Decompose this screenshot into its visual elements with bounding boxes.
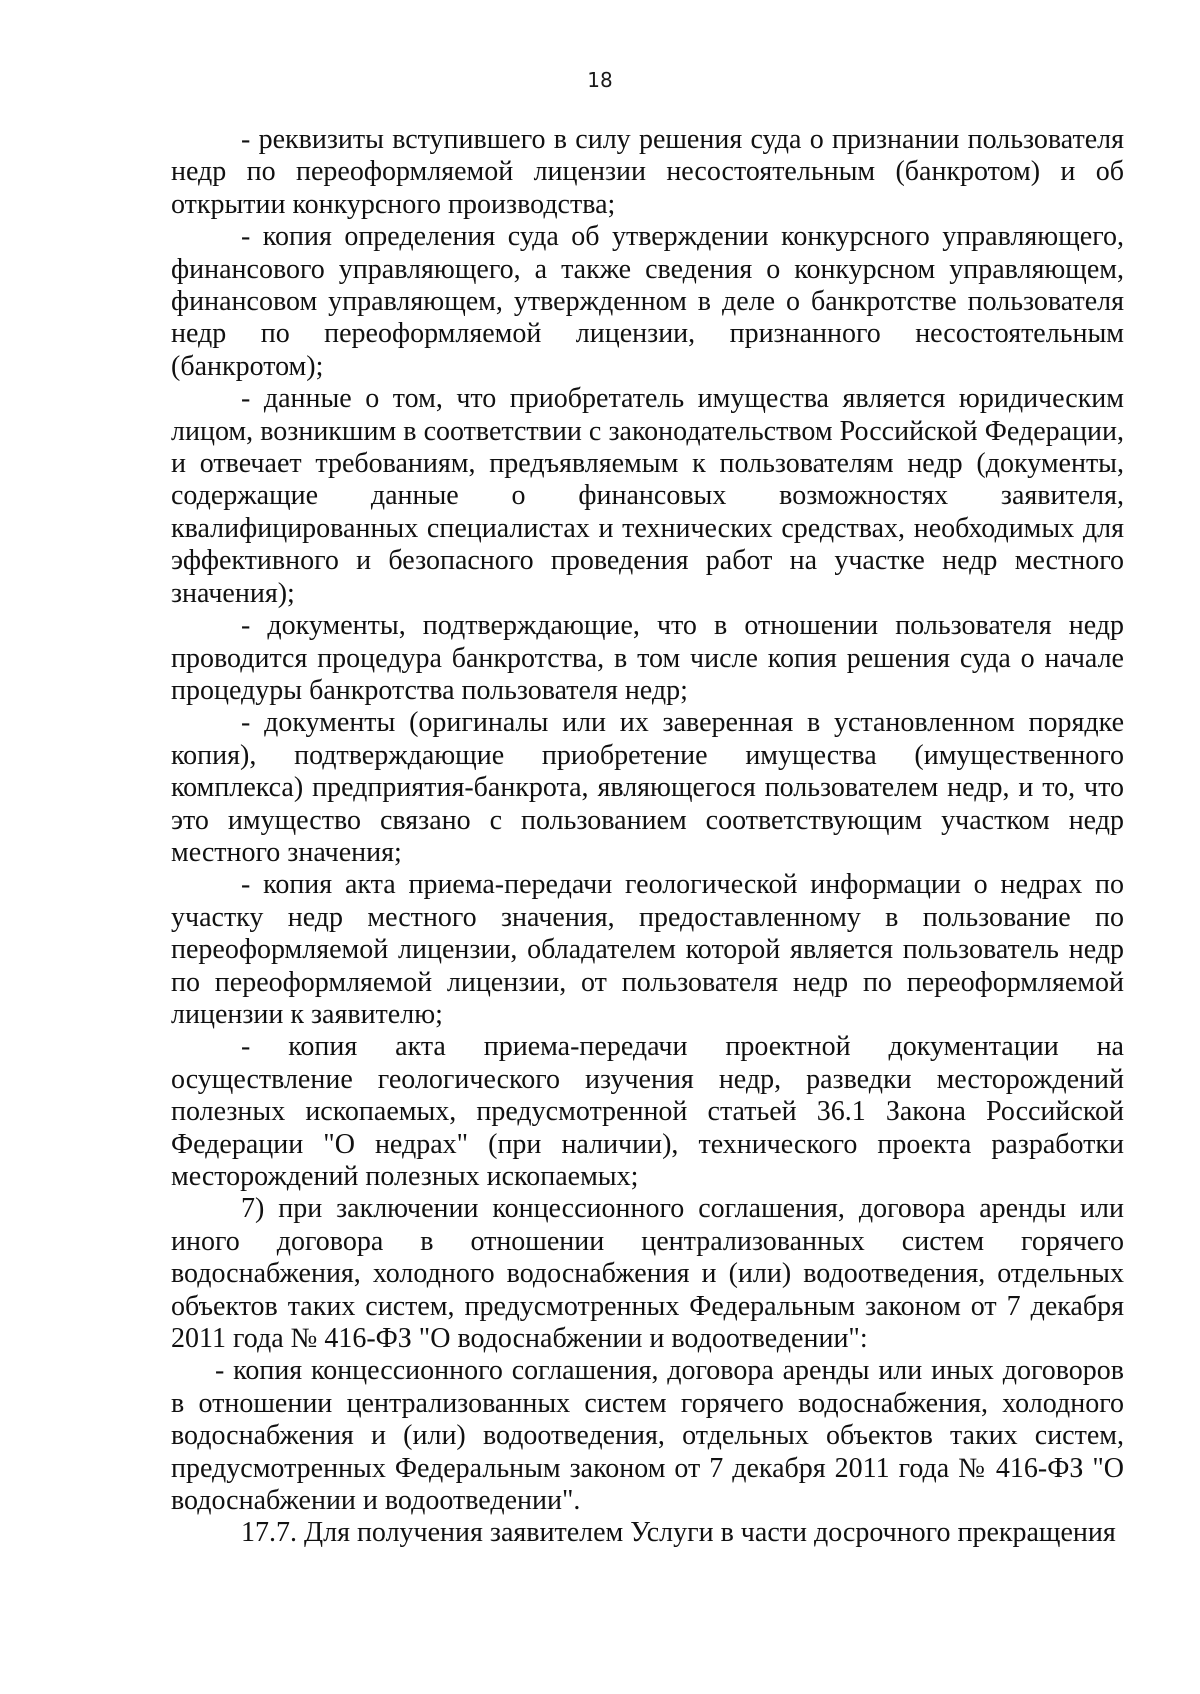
paragraph-geological-info-act: - копия акта приема-передачи геологической информации о недрах по участку недр местного значения, предоставленному в пользование по переоформляемой лицензии, обладателем которой является пользователь недр по переоформляемой лицензии, от пользователя недр по переоформляемой лицензии к заявителю; [171,869,1124,1030]
paragraph-concession-copy: - копия концессионного соглашения, договора аренды или иных договоров в отношении централизованных систем горячего водоснабжения, холодного водоснабжения и (или) водоотведения, отдельных объектов таких систем, предусмотренных Федеральным законом от 7 декабря 2011 года № 416-ФЗ "О водоснабжении и водоотведении". [171,1355,1124,1517]
paragraph-17-7: 17.7. Для получения заявителем Услуги в части досрочного прекращения [241,1517,1116,1549]
paragraph-project-documentation-act: - копия акта приема-передачи проектной документации на осуществление геологического изучения недр, разведки месторождений полезных ископаемых, предусмотренной статьей 36.1 Закона Российской Федерации "О недрах" (при наличии), технического проекта разработки месторождений полезных ископаемых; [171,1031,1124,1192]
paragraph-court-ruling-copy: - копия определения суда об утверждении конкурсного управляющего, финансового управляющего, а также сведения о конкурсном управляющем, финансовом управляющем, утвержденном в деле о банкротстве пользователя недр по переоформляемой лицензии, признанного несостоятельным (банкротом); [171,221,1124,382]
paragraph-bank-requisites: - реквизиты вступившего в силу решения суда о признании пользователя недр по переоформляемой лицензии несостоятельным (банкротом) и об открытии конкурсного производства; [171,124,1124,220]
page-number: 18 [587,68,613,92]
paragraph-item-7-concession: 7) при заключении концессионного соглашения, договора аренды или иного договора в отношении централизованных систем горячего водоснабжения, холодного водоснабжения и (или) водоотведения, отдельных объектов таких систем, предусмотренных Федеральным законом от 7 декабря 2011 года № 416-ФЗ "О водоснабжении и водоотведении": [171,1193,1124,1355]
paragraph-bankruptcy-documents: - документы, подтверждающие, что в отношении пользователя недр проводится процедура банкротства, в том числе копия решения суда о начале процедуры банкротства пользователя недр; [171,610,1124,706]
paragraph-property-documents: - документы (оригиналы или их заверенная в установленном порядке копия), подтверждающие приобретение имущества (имущественного комплекса) предприятия-банкрота, являющегося пользователем недр, и то, что это имущество связано с пользованием соответствующим участком недр местного значения; [171,707,1124,868]
document-body [171,124,1124,1550]
paragraph-acquirer-data: - данные о том, что приобретатель имущества является юридическим лицом, возникшим в соответствии с законодательством Российской Федерации, и отвечает требованиям, предъявляемым к пользователям недр (документы, содержащие данные о финансовых возможностях заявителя, квалифицированных специалистах и технических средствах, необходимых для эффективного и безопасного проведения работ на участке недр местного значения); [171,383,1124,609]
